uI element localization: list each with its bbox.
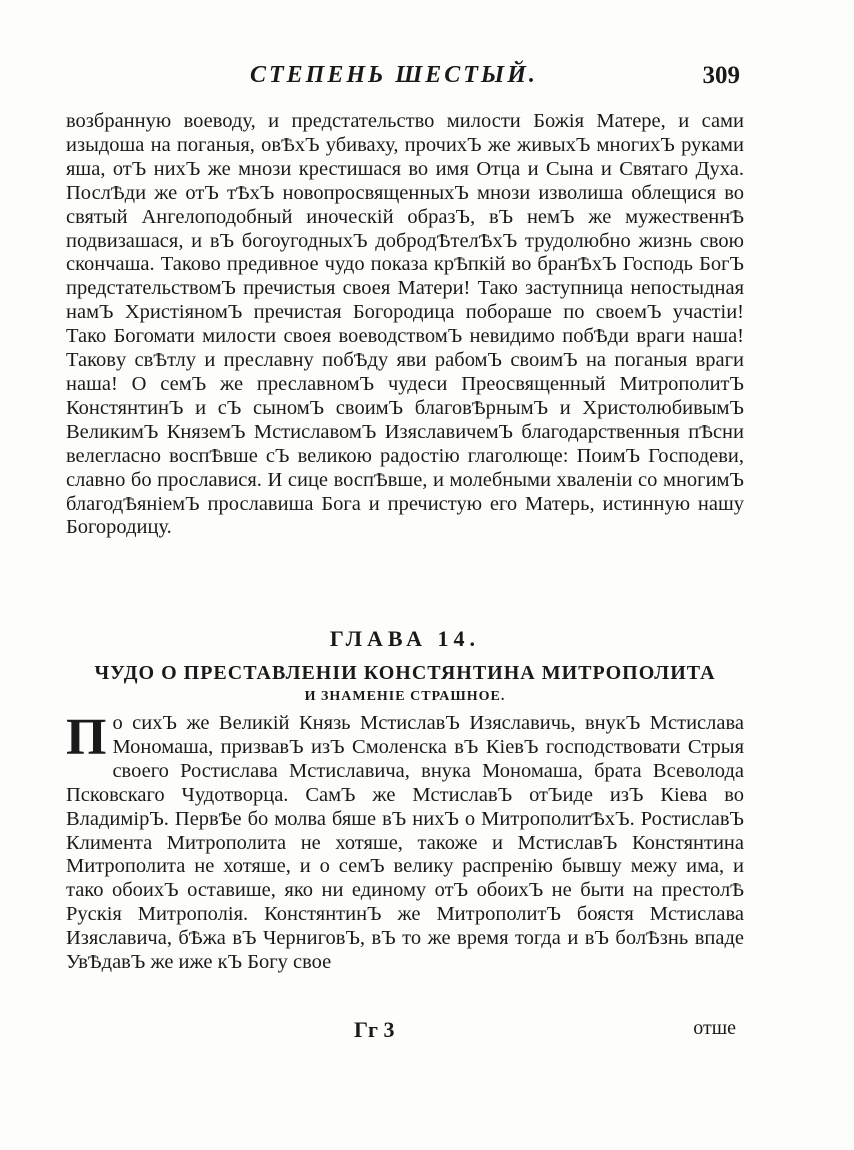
chapter-paragraph-text: о сихЪ же Великій Князь МстиславЪ Изяславичь, внукЪ Мстислава Мономаша, призвавЪ изЪ Смоленска вЪ КіевЪ господствовати Стрыя своего Ростислава Мстиславича, внука Мономаша, брата Всеволода Псковскаго Чудотворца. СамЪ же МстиславЪ отЪиде изЪ Кіева во ВладимірЪ. ПервѢе бо молва бяше вЪ нихЪ о МитрополитѢхЪ. РостиславЪ Климента Митрополита не хотяше, такоже и МстиславЪ Констянтина Митрополита не хотяше, и о семЪ велику распренію бывшу межу има, и тако обоихЪ оставише, яко ни единому отЪ обоихЪ не быти на престолѢ Рускія Митрополія. КонстянтинЪ же МитрополитЪ боястя Мстислава Изяславича, бѢжа вЪ ЧерниговЪ, вЪ то же время тогда и вЪ болѢзнь впаде УвѢдавЪ же иже кЪ Богу свое [66,712,744,974]
paragraph-continuation: возбранную воеводу, и предстательство милости Божія Матере, и сами изыдоша на поганыя, овѢхЪ убиваху, прочихЪ же живыхЪ многихЪ руками яша, отЪ нихЪ же мнози крестишася во имя Отца и Сына и Святаго Духа. ПослѢди же отЪ тѢхЪ новопросвященныхЪ мнози изволиша облещися во святый Ангелоподобный иноческій образЪ, вЪ немЪ же мужественнѢ подвизашася, и вЪ богоугодныхЪ добродѢтелѢхЪ трудолюбно жизнь свою скончаша. Таково предивное чудо показа крѢпкій во бранѢхЪ Господь БогЪ предстательствомЪ пречистыя своея Матери! Тако заступница непостыдная намЪ ХристіяномЪ пречистая Богородица побораше по своемЪ участіи! Тако Богомати милости своея воеводствомЪ невидимо побѢди враги наша! Таковy свѢтлу и преславну побѢду яви рабомЪ своимЪ на поганыя враги наша! О семЪ же преславномЪ чудеси Преосвященный МитрополитЪ КонстянтинЪ и сЪ сыномЪ своимЪ благовѢрнымЪ и ХристолюбивымЪ ВеликимЪ КняземЪ МстиславомЪ ИзяславичемЪ благодарственныя пѢсни велегласно воспѢвше сЪ великою радостію глаголюще: ПоимЪ Господеви, славно бо прославися. И сице воспѢвше, и молебными хваленіи со многимЪ благодѢяніемЪ прославиша Бога и пречистую его Матерь, истинную нашу Богородицу. [66,110,744,539]
signature-mark: Гг 3 [354,1017,395,1042]
chapter-title: ЧУДО О ПРЕСТАВЛЕНІИ КОНСТЯНТИНА МИТРОПОЛИТА [94,662,716,684]
chapter-subtitle: И ЗНАМЕНІЕ СТРАШНОЕ. [304,689,506,704]
catchword: отше [693,1017,736,1039]
chapter-heading: ГЛАВА 14. [329,626,481,651]
running-title: СТЕПЕНЬ ШЕСТЫЙ. [250,62,538,88]
drop-cap: П [66,709,107,766]
running-head [60,62,750,92]
page-number: 309 [702,62,740,89]
chapter-paragraph [66,709,744,975]
